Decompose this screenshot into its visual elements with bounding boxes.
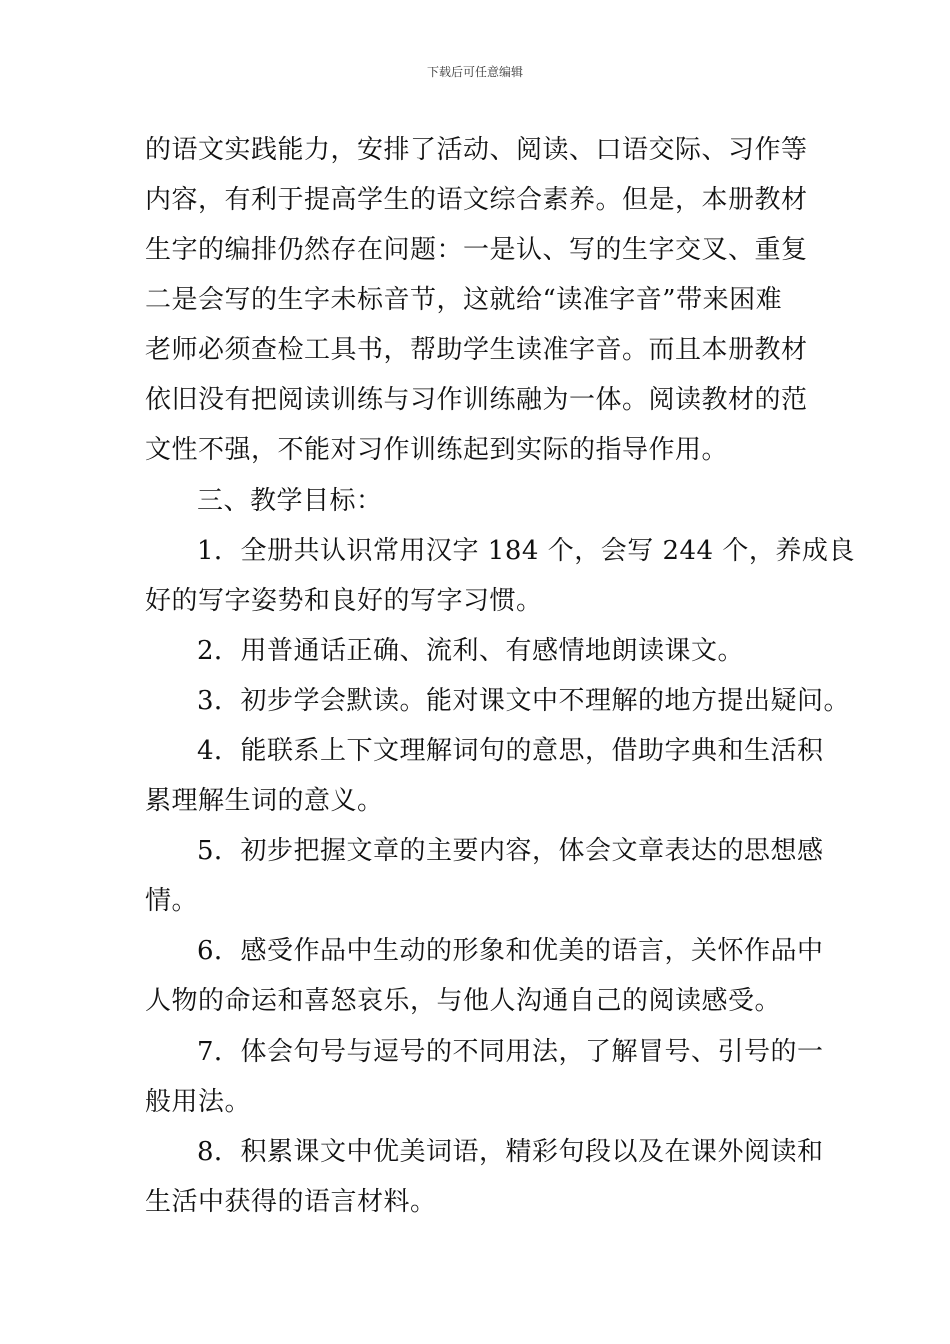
goal-item-4-continued: 累理解生词的意义。	[145, 786, 384, 816]
paragraph-line: 文性不强，不能对习作训练起到实际的指导作用。	[145, 435, 729, 465]
paragraph-line: 生字的编排仍然存在问题：一是认、写的生字交叉、重复	[145, 235, 808, 265]
goal-item-5: 5．初步把握文章的主要内容，体会文章表达的思想感	[197, 836, 824, 866]
paragraph-line: 老师必须查检工具书，帮助学生读准字音。而且本册教材	[145, 335, 808, 365]
goal-item-4: 4．能联系上下文理解词句的意思，借助字典和生活积	[197, 736, 824, 766]
goal-item-8-continued: 生活中获得的语言材料。	[145, 1187, 437, 1217]
goal-item-3: 3．初步学会默读。能对课文中不理解的地方提出疑问。	[197, 686, 851, 716]
goal-item-1: 1．全册共认识常用汉字 184 个，会写 244 个，养成良	[197, 536, 855, 566]
goal-item-5-continued: 情。	[145, 886, 199, 916]
paragraph-line: 二是会写的生字未标音节，这就给“读准字音”带来困难	[145, 285, 783, 315]
goal-item-6: 6．感受作品中生动的形象和优美的语言，关怀作品中	[197, 936, 824, 966]
goal-item-7: 7．体会句号与逗号的不同用法，了解冒号、引号的一	[197, 1037, 824, 1067]
goal-item-1-continued: 好的写字姿势和良好的写字习惯。	[145, 586, 543, 616]
goal-item-2: 2．用普通话正确、流利、有感情地朗读课文。	[197, 636, 745, 666]
page-header: 下载后可任意编辑	[426, 65, 523, 79]
section-heading: 三、教学目标：	[197, 486, 383, 516]
goal-item-7-continued: 般用法。	[145, 1087, 252, 1117]
goal-item-8: 8．积累课文中优美词语，精彩句段以及在课外阅读和	[197, 1137, 824, 1167]
goal-item-6-continued: 人物的命运和喜怒哀乐，与他人沟通自己的阅读感受。	[145, 986, 782, 1016]
paragraph-line: 的语文实践能力，安排了活动、阅读、口语交际、习作等	[145, 135, 808, 165]
paragraph-line: 内容，有利于提高学生的语文综合素养。但是，本册教材	[145, 185, 808, 215]
paragraph-line: 依旧没有把阅读训练与习作训练融为一体。阅读教材的范	[145, 385, 808, 415]
